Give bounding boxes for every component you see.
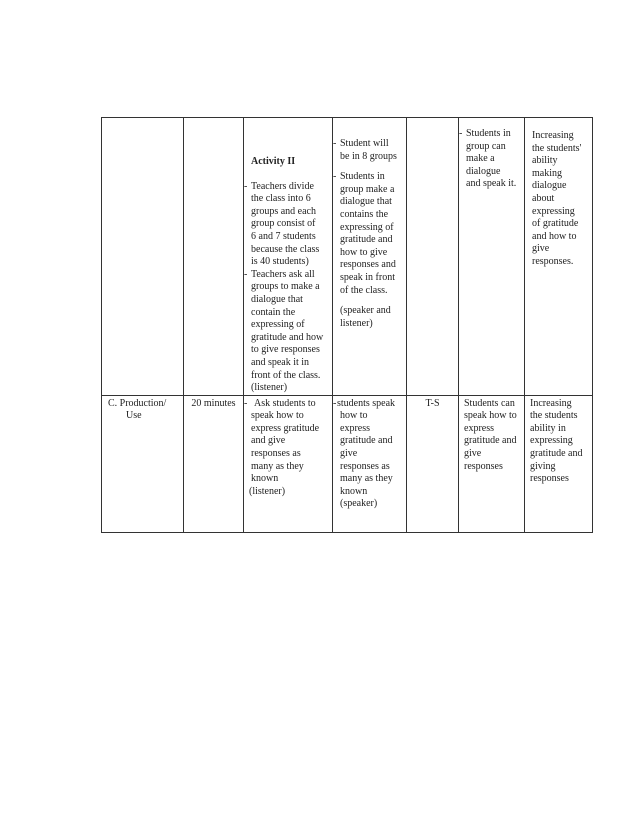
student-activity-cell: [333, 395, 407, 532]
student-activity-cell: [333, 118, 407, 396]
text-line: give: [532, 243, 550, 255]
indicator-item: [459, 128, 524, 191]
text-line: Increasing: [532, 130, 574, 141]
text-line: Student will: [340, 138, 389, 149]
student-item-2: [333, 171, 406, 297]
text-line: Ask students to: [254, 397, 316, 409]
text-line: and speak it in: [251, 356, 310, 368]
text-line: the students: [530, 410, 578, 422]
stage-label: Use: [126, 410, 142, 422]
interaction-cell: [407, 118, 459, 396]
text-line: of the class.: [340, 284, 388, 296]
bullet-dash: -: [333, 138, 337, 149]
text-line: dialogue: [466, 165, 501, 177]
student-item: [333, 398, 406, 511]
text-line: (speaker and: [340, 305, 391, 317]
text-line: responses: [530, 473, 569, 485]
table-row: [102, 395, 593, 532]
text-line: how to: [340, 410, 368, 422]
time-cell: [184, 395, 244, 532]
lesson-plan-table: [101, 117, 593, 533]
bullet-dash: -: [459, 128, 463, 139]
text-line: about: [532, 192, 555, 204]
text-line: expressing: [532, 205, 575, 217]
text-line: group consist of: [251, 218, 316, 230]
text-line: Increasing: [530, 397, 572, 409]
table-row: [102, 118, 593, 396]
text-line: responses as: [251, 448, 301, 460]
text-line: listener): [340, 317, 373, 329]
stage-cell: [102, 395, 184, 532]
time-cell: [184, 118, 244, 396]
text-line: known: [251, 473, 279, 485]
text-line: gratitude and: [464, 435, 517, 447]
text-line: make a: [466, 153, 495, 165]
bullet-dash: -: [244, 268, 248, 280]
text-line: responses as: [340, 460, 390, 472]
text-line: Teachers divide: [251, 180, 314, 192]
text-line: group can: [466, 140, 506, 152]
text-line: the students': [532, 142, 582, 154]
text-line: dialogue: [532, 180, 567, 192]
text-line: expressing of: [251, 319, 305, 331]
teacher-item-2: [244, 269, 332, 395]
stage-label: C. Production/: [108, 397, 167, 409]
text-line: (listener): [249, 485, 286, 497]
teacher-item: [244, 398, 332, 499]
text-line: of gratitude: [532, 218, 579, 230]
text-line: gratitude and: [530, 448, 583, 460]
indicator-cell: [459, 395, 525, 532]
bullet-dash: -: [333, 171, 337, 183]
text-line: gratitude and how: [251, 331, 324, 343]
text-line: express: [464, 422, 494, 434]
text-line: many as they: [251, 460, 304, 472]
text-line: because the class: [251, 243, 320, 255]
text-line: give: [340, 448, 358, 460]
text-line: gratitude and: [340, 234, 393, 246]
text-line: responses: [464, 460, 503, 472]
text-line: ability: [532, 155, 558, 167]
text-line: Teachers ask all: [251, 268, 315, 280]
interaction-cell: [407, 395, 459, 532]
text-line: responses.: [532, 255, 574, 267]
text-line: contains the: [340, 208, 389, 220]
teacher-item-1: [244, 181, 332, 269]
text-line: is 40 students): [251, 256, 309, 268]
text-line: groups to make a: [251, 281, 320, 293]
text-line: group make a: [340, 183, 395, 195]
bullet-dash: -: [244, 180, 248, 192]
indicator-cell: [459, 118, 525, 396]
text-line: and how to: [532, 230, 577, 242]
text-line: speak how to: [464, 410, 517, 422]
text-line: speak how to: [251, 410, 304, 422]
text-line: dialogue that: [251, 293, 303, 305]
objective-cell: [525, 395, 593, 532]
text-line: to give responses: [251, 344, 320, 356]
text-line: groups and each: [251, 205, 316, 217]
text-line: express gratitude: [251, 422, 320, 434]
text-line: expressing: [530, 435, 573, 447]
text-line: speak in front: [340, 271, 395, 283]
text-line: responses and: [340, 259, 396, 271]
text-line: students speak: [337, 397, 396, 409]
text-line: and give: [251, 435, 286, 447]
text-line: gratitude and: [340, 435, 393, 447]
text-line: dialogue that: [340, 196, 392, 208]
text-line: front of the class.: [251, 369, 321, 381]
text-line: expressing of: [340, 221, 394, 233]
text-line: known: [340, 485, 368, 497]
text-line: (listener): [251, 382, 288, 394]
bullet-dash: -: [244, 397, 248, 409]
objective-cell: [525, 118, 593, 396]
text-line: ability in: [530, 422, 566, 434]
text-line: making: [532, 167, 562, 179]
teacher-activity-cell: [244, 395, 333, 532]
text-line: and speak it.: [466, 178, 517, 190]
text-line: how to give: [340, 246, 388, 258]
bullet-dash: -: [333, 397, 337, 409]
student-item-1: [333, 138, 406, 163]
text-line: Students in: [466, 128, 511, 139]
interaction-value: T-S: [425, 397, 440, 409]
text-line: 6 and 7 students: [251, 230, 316, 242]
text-line: many as they: [340, 473, 393, 485]
student-note: [333, 305, 406, 330]
teacher-activity-cell: [244, 118, 333, 396]
text-line: giving: [530, 460, 556, 472]
stage-cell: [102, 118, 184, 396]
time-value: 20 minutes: [191, 397, 236, 409]
text-line: (speaker): [340, 498, 378, 510]
text-line: be in 8 groups: [340, 150, 397, 162]
text-line: give: [464, 448, 482, 460]
text-line: contain the: [251, 306, 296, 318]
text-line: Students in: [340, 171, 385, 183]
text-line: the class into 6: [251, 193, 311, 205]
activity-heading: Activity II: [251, 156, 296, 167]
text-line: express: [340, 422, 370, 434]
text-line: Students can: [464, 397, 515, 409]
